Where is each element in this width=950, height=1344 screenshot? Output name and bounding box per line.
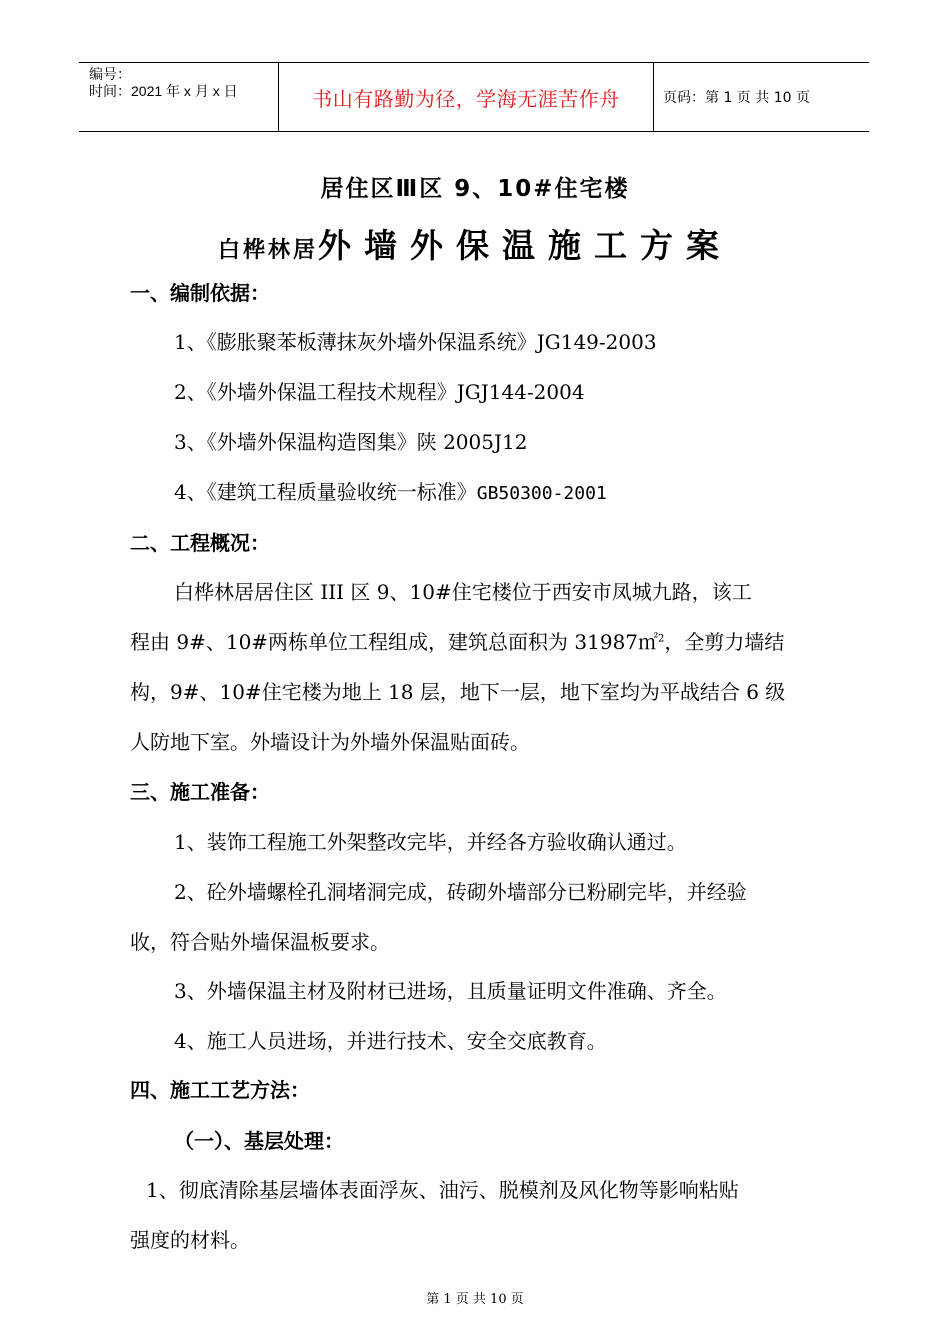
overview-line-2-tail: ，全剪力墙结 <box>664 630 785 654</box>
header-page-info: 页码：第 1 页 共 10 页 <box>663 90 810 106</box>
title-project-name: 白桦林居 <box>217 238 318 263</box>
prep-line-3: 收，符合贴外墙保温板要求。 <box>130 930 390 954</box>
area-superscript: 2 <box>658 633 665 645</box>
prep-line-5: 4、施工人员进场，并进行技术、安全交底教育。 <box>174 1029 607 1053</box>
section-heading-preparation: 三、施工准备： <box>130 780 270 804</box>
basis-item-2: 2、《外墙外保温工程技术规程》JGJ144-2004 <box>174 380 585 404</box>
basis-item-4-title: 4、《建筑工程质量验收统一标准》 <box>174 480 477 504</box>
section-heading-overview: 二、工程概况： <box>130 531 270 555</box>
basis-item-4-code: GB50300-2001 <box>476 483 607 504</box>
prep-line-1: 1、装饰工程施工外架整改完毕，并经各方验收确认通过。 <box>174 830 687 854</box>
header-meta <box>79 63 279 131</box>
overview-line-4: 人防地下室。外墙设计为外墙外保温贴面砖。 <box>130 730 530 754</box>
header-motto: 书山有路勤为径，学海无涯苦作舟 <box>279 63 654 131</box>
overview-line-3: 构，9#、10#住宅楼为地上 18 层，地下一层，地下室均为平战结合 6 级 <box>130 680 786 704</box>
overview-line-2 <box>130 626 784 655</box>
page-footer: 第 1 页 共 10 页 <box>426 1292 524 1307</box>
overview-line-1: 白桦林居居住区 III 区 9、10#住宅楼位于西安市凤城九路，该工 <box>174 580 752 604</box>
section-heading-method: 四、施工工艺方法： <box>130 1078 310 1102</box>
page-header <box>79 62 869 132</box>
prep-line-2: 2、砼外墙螺栓孔洞堵洞完成，砖砌外墙部分已粉刷完毕，并经验 <box>174 880 747 904</box>
subsection-heading-base: （一）、基层处理： <box>174 1129 344 1153</box>
basis-item-3: 3、《外墙外保温构造图集》陕 2005J12 <box>174 430 528 454</box>
document-title-line1: 居住区Ⅲ区 9、10#住宅楼 <box>320 176 630 202</box>
method-line-1: 1、彻底清除基层墙体表面浮灰、油污、脱模剂及风化物等影响粘贴 <box>146 1178 739 1202</box>
document-number-label: 编号： <box>89 66 131 82</box>
basis-item-4 <box>174 476 607 505</box>
document-time: 时间：2021 年 x 月 x 日 <box>89 83 238 99</box>
method-line-2: 强度的材料。 <box>130 1228 250 1252</box>
prep-line-4: 3、外墙保温主材及附材已进场，且质量证明文件准确、齐全。 <box>174 979 727 1003</box>
section-heading-basis: 一、编制依据： <box>130 281 270 305</box>
title-plan-name: 外墙外保温施工方案 <box>318 226 732 265</box>
basis-item-1: 1、《膨胀聚苯板薄抹灰外墙外保温系统》JG149-2003 <box>174 330 657 354</box>
overview-line-2-text: 程由 9#、10#两栋单位工程组成，建筑总面积为 31987㎡ <box>130 630 659 654</box>
document-title-line2 <box>0 220 950 267</box>
